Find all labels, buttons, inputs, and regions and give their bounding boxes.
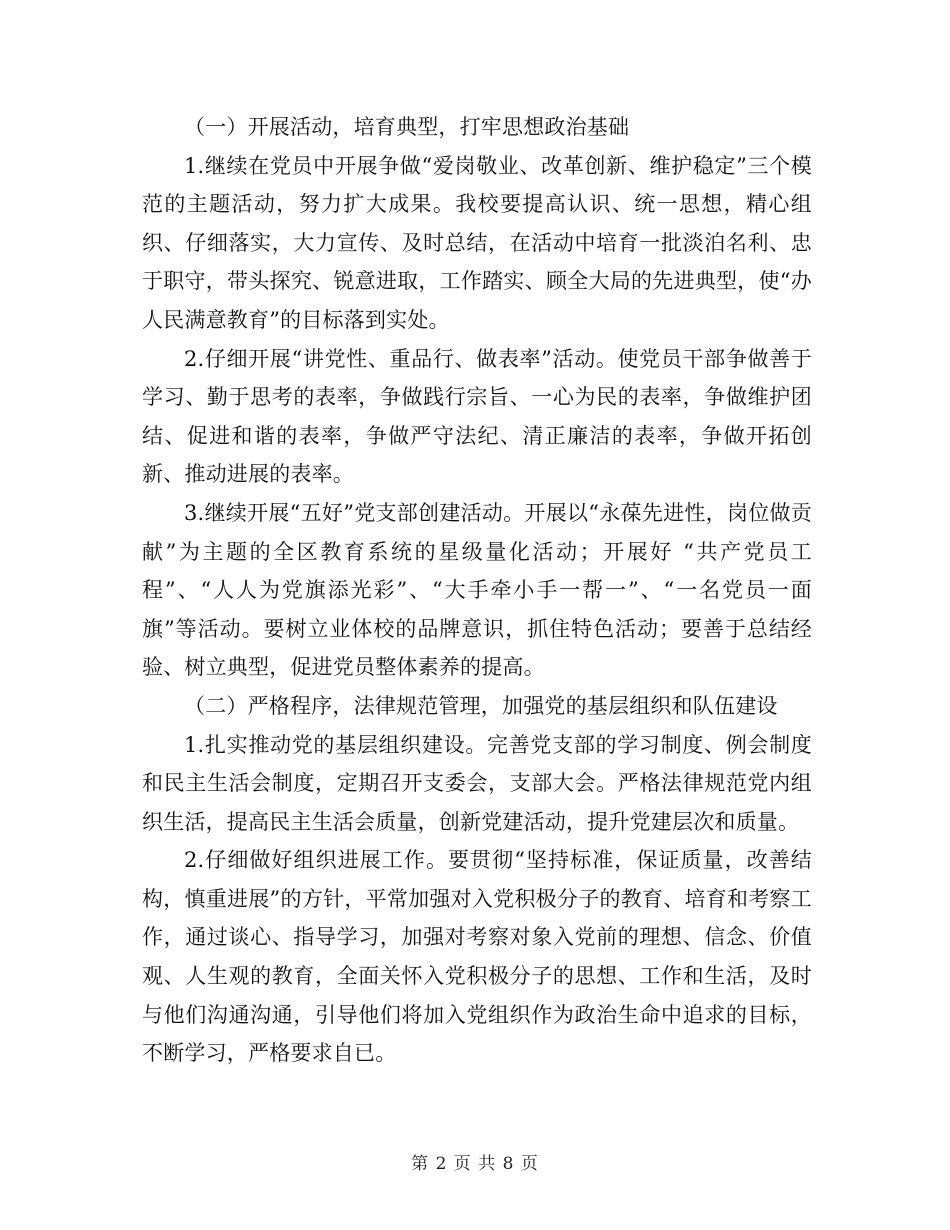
paragraph-2-1: 1.扎实推动党的基层组织建设。完善党支部的学习制度、例会制度和民主生活会制度，定期召开支委会，支部大会。严格法律规范党内组织生活，提高民主生活会质量，创新党建活动，提升党建层次和质量。 [142, 732, 812, 834]
section-heading-1: （一）开展活动，培育典型，打牢思想政治基础 [184, 115, 630, 139]
paragraph-1-3: 3.继续开展“五好”党支部创建活动。开展以“永葆先进性，岗位做贡献”为主题的全区教育系统的星级量化活动；开展好 “共产党员工程”、“人人为党旗添光彩”、“大手牵小手一帮一”、“一名党员一面旗”等活动。要树立业体校的品牌意识，抓住特色活动；要善于总结经验、树立典型，促进党员整体素养的提高。 [142, 500, 812, 680]
section-heading-2: （二）严格程序，法律规范管理，加强党的基层组织和队伍建设 [184, 693, 778, 718]
paragraph-2-2: 2.仔细做好组织进展工作。要贯彻“坚持标准，保证质量，改善结构，慎重进展”的方针，平常加强对入党积极分子的教育、培育和考察工作，通过谈心、指导学习，加强对考察对象入党前的理想、信念、价值观、人生观的教育，全面关怀入党积极分子的思想、工作和生活，及时与他们沟通沟通，引导他们将加入党组织作为政治生命中追求的目标，不断学习，严格要求自已。 [142, 848, 812, 1066]
paragraph-1-1: 1.继续在党员中开展争做“爱岗敬业、改革创新、维护稳定”三个模范的主题活动，努力扩大成果。我校要提高认识、统一思想，精心组织、仔细落实，大力宣传、及时总结，在活动中培育一批淡泊名利、忠于职守，带头探究、锐意进取，工作踏实、顾全大局的先进典型，使“办人民满意教育”的目标落到实处。 [142, 153, 812, 332]
paragraph-1-2: 2.仔细开展“讲党性、重品行、做表率”活动。使党员干部争做善于学习、勤于思考的表率，争做践行宗旨、一心为民的表率，争做维护团结、促进和谐的表率，争做严守法纪、清正廉洁的表率，争做开拓创新、推动进展的表率。 [142, 346, 812, 487]
document-body [142, 108, 812, 1073]
page-footer: 第 2 页 共 8 页 [411, 1154, 539, 1174]
